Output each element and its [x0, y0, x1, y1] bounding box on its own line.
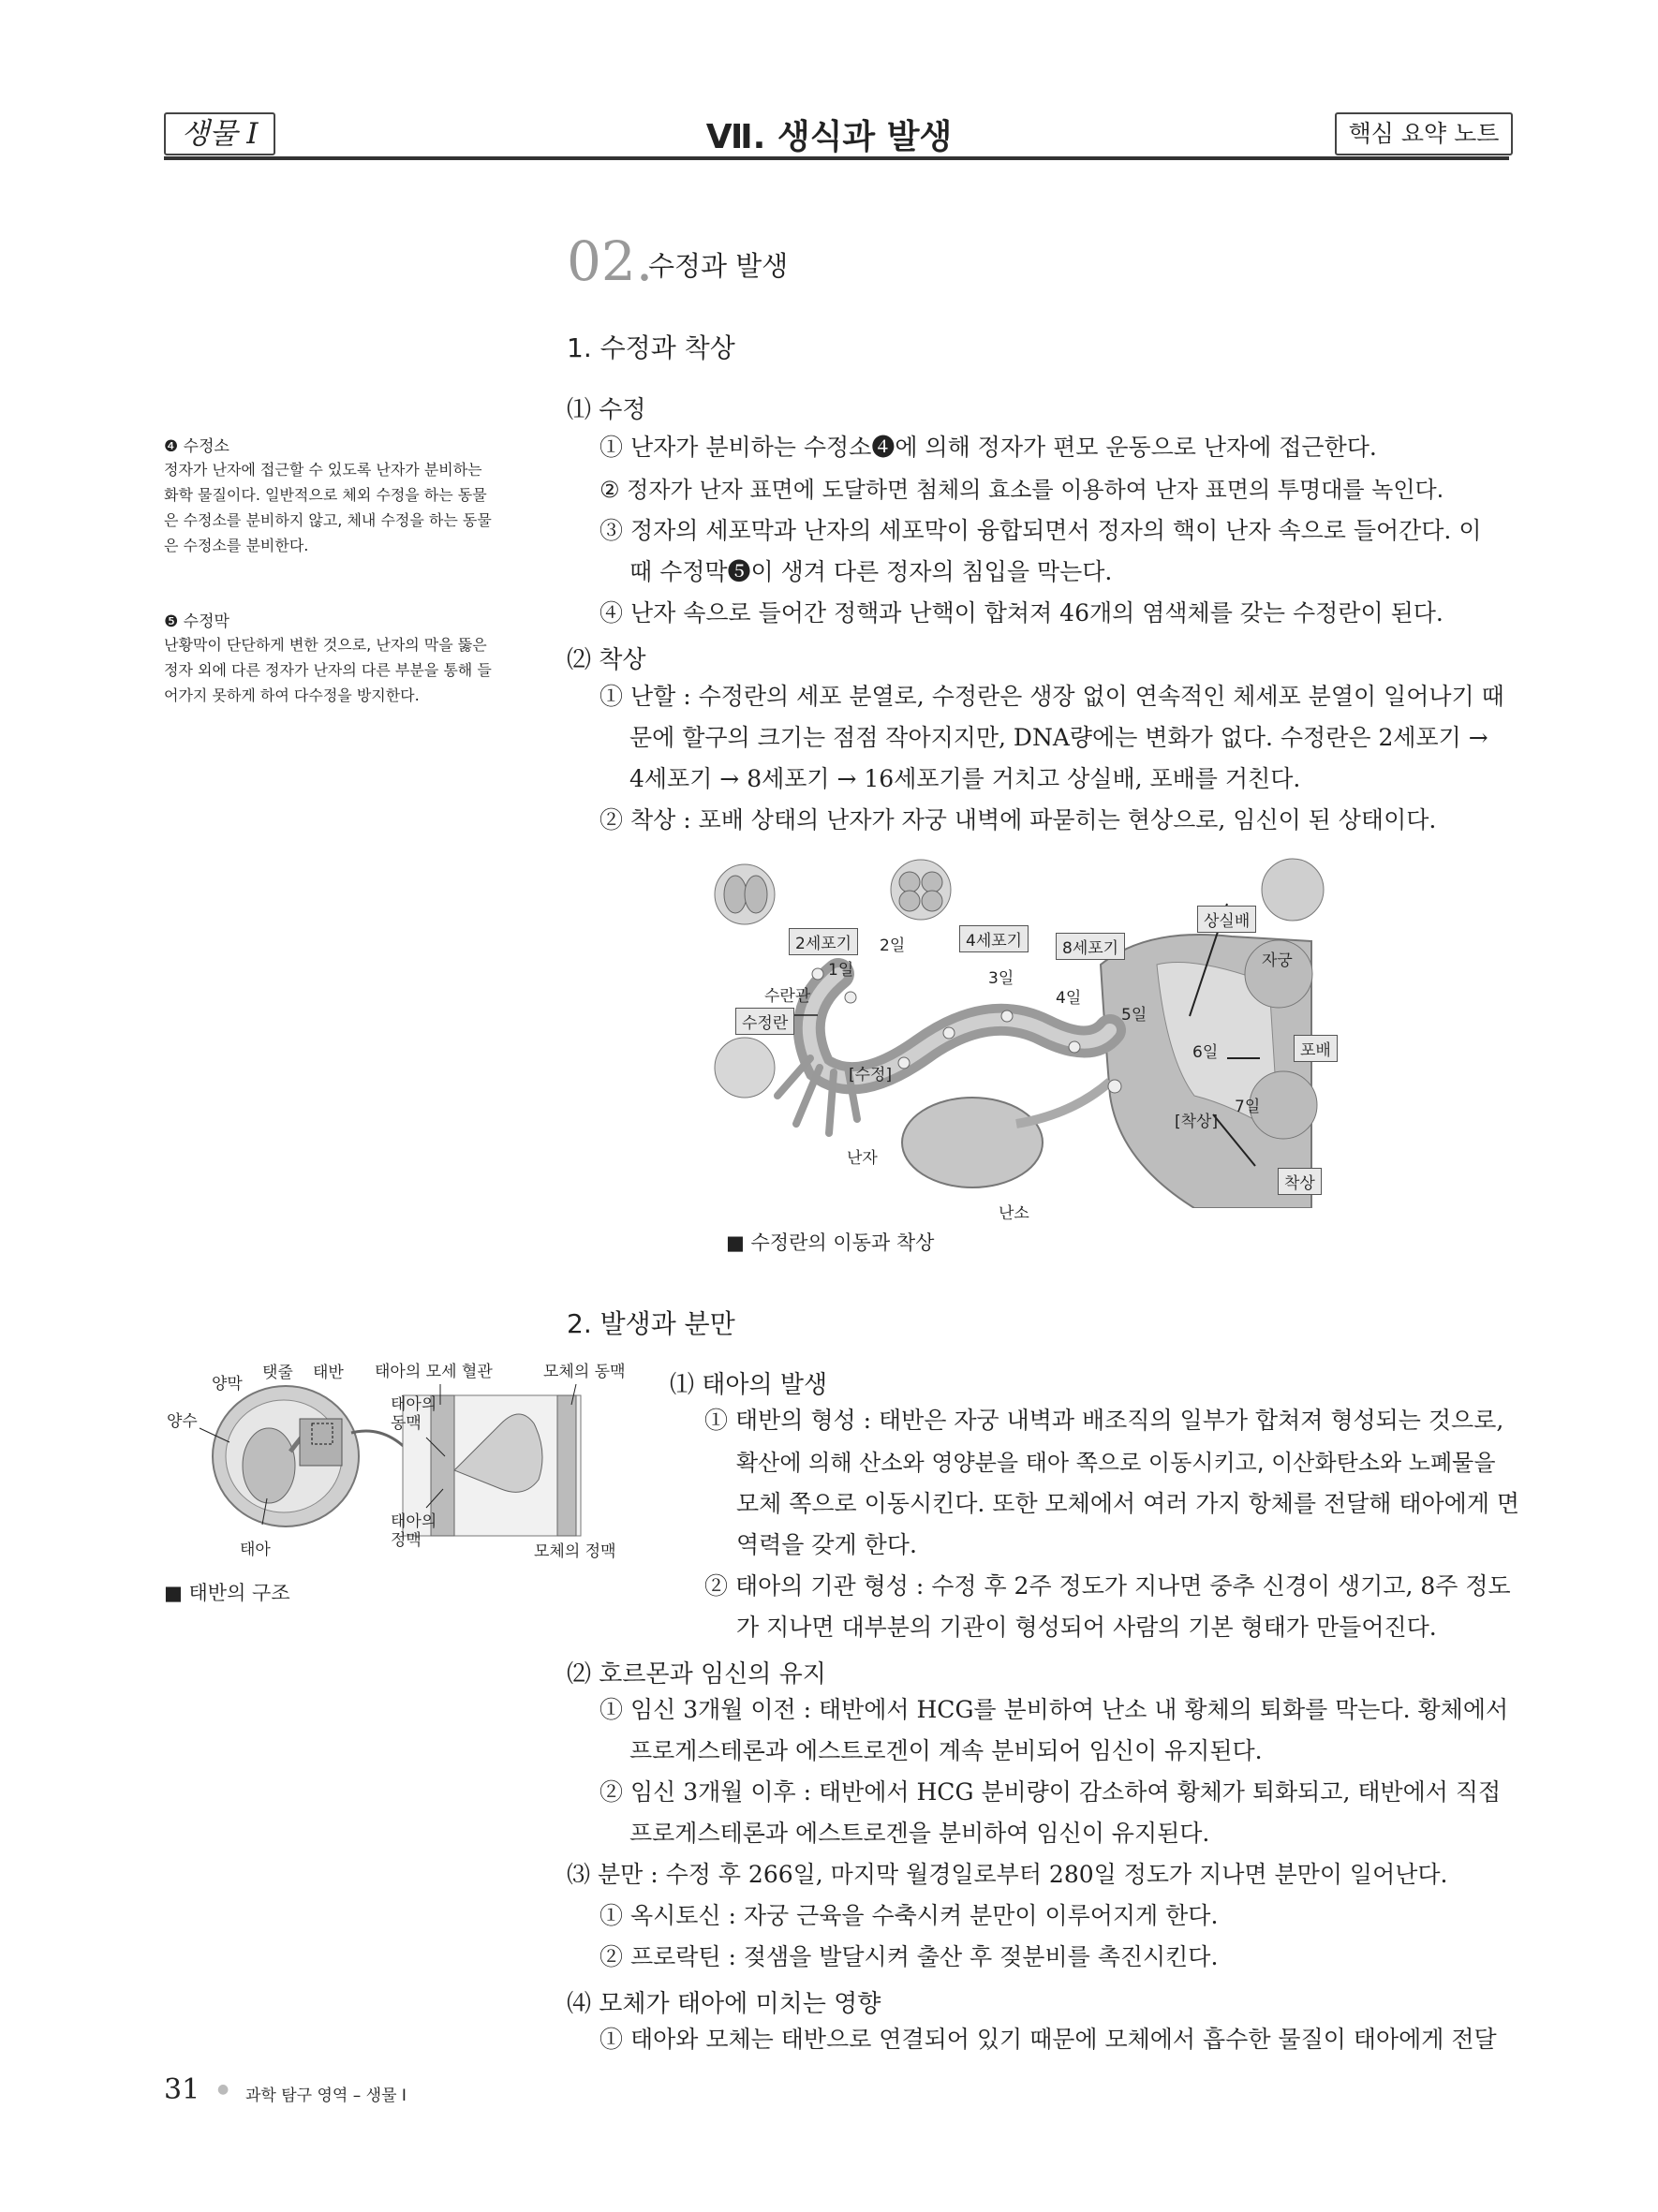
part1-title: 1. 수정과 착상 [567, 332, 735, 363]
part2-sub1-line: ② 태아의 기관 형성 : 수정 후 2주 정도가 지나면 중추 신경이 생기고, 8주 정도 [704, 1572, 1511, 1600]
label-day6: 6일 [1192, 1043, 1219, 1062]
label-day3: 3일 [988, 969, 1014, 988]
label-fertilization: [수정] [849, 1066, 893, 1084]
part1-sub1-line: ① 난자가 분비하는 수정소❹에 의해 정자가 편모 운동으로 난자에 접근한다. [600, 434, 1377, 461]
part2-sub1-line: 가 지나면 대부분의 기관이 형성되어 사람의 기본 형태가 만들어진다. [736, 1614, 1437, 1641]
section-title: 수정과 발생 [648, 250, 789, 282]
part2-sub2-title: ⑵ 호르몬과 임신의 유지 [567, 1660, 826, 1688]
label-cord: 탯줄 [262, 1364, 293, 1382]
label-implantation-bracket: [착상] [1175, 1113, 1219, 1131]
part1-sub1-line: 때 수정막❺이 생겨 다른 정자의 침입을 막는다. [629, 558, 1113, 585]
header-rule [164, 156, 1509, 160]
part1-sub1-line: ④ 난자 속으로 들어간 정핵과 난핵이 합쳐져 46개의 염색체를 갖는 수정란이 된다. [600, 599, 1443, 627]
figure2-caption: ■ 태반의 구조 [164, 1582, 290, 1604]
subject-tag: 생물 I [164, 112, 275, 155]
label-morula: 상실배 [1197, 906, 1256, 933]
page-number: 31 [164, 2073, 200, 2106]
part2-sub2-line: ① 임신 3개월 이전 : 태반에서 HCG를 분비하여 난소 내 황체의 퇴화를 막는다. 황체에서 [600, 1696, 1509, 1723]
label-zygote: 수정란 [735, 1008, 794, 1035]
label-fetal-vein: 태아의 정맥 [391, 1512, 437, 1550]
part2-sub1-line: 모체 쪽으로 이동시킨다. 또한 모체에서 여러 가지 항체를 전달해 태아에게 면 [736, 1490, 1520, 1517]
label-day7: 7일 [1235, 1098, 1261, 1116]
label-day2: 2일 [880, 936, 906, 955]
label-maternal-artery: 모체의 동맥 [543, 1363, 626, 1381]
figure1-caption: ■ 수정란의 이동과 착상 [726, 1231, 935, 1254]
label-8cell: 8세포기 [1056, 933, 1125, 960]
part2-sub1-line: 역력을 갖게 한다. [736, 1531, 917, 1558]
note5-title: ❺ 수정막 [164, 612, 229, 631]
part1-sub1-line: ② 정자가 난자 표면에 도달하면 첨체의 효소를 이용하여 난자 표면의 투명대를 녹인다. [600, 477, 1444, 503]
part1-sub1-line: ③ 정자의 세포막과 난자의 세포막이 융합되면서 정자의 핵이 난자 속으로 들어간다. 이 [600, 517, 1482, 544]
part1-sub2-line: 4세포기 → 8세포기 → 16세포기를 거치고 상실배, 포배를 거친다. [629, 765, 1301, 792]
label-day4: 4일 [1056, 989, 1082, 1008]
label-blastocyst: 포배 [1294, 1035, 1338, 1062]
part2-sub4-line: ① 태아와 모체는 태반으로 연결되어 있기 때문에 모체에서 흡수한 물질이 태아에게 전달 [600, 2026, 1497, 2053]
note4-title: ❹ 수정소 [164, 437, 229, 456]
label-placenta: 태반 [313, 1364, 344, 1382]
part2-sub3-line: ② 프로락틴 : 젖샘을 발달시켜 출산 후 젖분비를 촉진시킨다. [600, 1943, 1219, 1970]
label-4cell: 4세포기 [959, 925, 1029, 952]
part2-sub2-line: ② 임신 3개월 이후 : 태반에서 HCG 분비량이 감소하여 황체가 퇴화되고, 태반에서 직접 [600, 1778, 1502, 1806]
part1-sub2-line: 문에 할구의 크기는 점점 작아지지만, DNA량에는 변화가 없다. 수정란은 2세포기 → [629, 724, 1488, 751]
label-day1: 1일 [828, 961, 854, 980]
label-fetus: 태아 [240, 1541, 271, 1559]
part2-sub4-title: ⑷ 모체가 태아에 미치는 영향 [567, 1990, 881, 2018]
part1-sub2-line: ① 난할 : 수정란의 세포 분열로, 수정란은 생장 없이 연속적인 체세포 분열이 일어나기 때 [600, 683, 1504, 710]
label-ovary: 난소 [999, 1204, 1029, 1223]
part2-sub1-title: ⑴ 태아의 발생 [670, 1371, 828, 1399]
part2-title: 2. 발생과 분만 [567, 1308, 735, 1339]
label-fetal-artery: 태아의 동맥 [391, 1395, 437, 1433]
part2-sub1-line: ① 태반의 형성 : 태반은 자궁 내벽과 배조직의 일부가 합쳐져 형성되는 것으로, [704, 1407, 1504, 1434]
note4-body: 정자가 난자에 접근할 수 있도록 난자가 분비하는 화학 물질이다. 일반적으로 체외 수정을 하는 동물은 수정소를 분비하지 않고, 체내 수정을 하는 동물은 수정소를 분비한다. [164, 461, 492, 554]
label-amnion: 양막 [212, 1375, 243, 1394]
part1-sub2-line: ② 착상 : 포배 상태의 난자가 자궁 내벽에 파묻히는 현상으로, 임신이 된 상태이다. [600, 806, 1437, 833]
chapter-title: Ⅶ. 생식과 발생 [705, 118, 953, 156]
label-egg: 난자 [847, 1149, 878, 1168]
label-fetal-capillary: 태아의 모세 혈관 [375, 1363, 493, 1381]
part1-sub1-title: ⑴ 수정 [567, 396, 646, 424]
footer-dot: ● [217, 2082, 229, 2097]
note5-body: 난황막이 단단하게 변한 것으로, 난자의 막을 뚫은 정자 외에 다른 정자가 난자의 다른 부분을 통해 들어가지 못하게 하여 다수정을 방지한다. [164, 636, 492, 704]
part2-sub2-line: 프로게스테론과 에스트로겐을 분비하여 임신이 유지된다. [629, 1820, 1210, 1847]
label-2cell: 2세포기 [789, 928, 858, 955]
label-implantation: 착상 [1278, 1168, 1322, 1195]
part2-sub3-line: ① 옥시토신 : 자궁 근육을 수축시켜 분만이 이루어지게 한다. [600, 1902, 1219, 1929]
label-day5: 5일 [1121, 1006, 1147, 1025]
label-maternal-vein: 모체의 정맥 [534, 1542, 616, 1561]
section-number: 02. [567, 229, 654, 293]
label-amniotic-fluid: 양수 [167, 1412, 198, 1431]
part1-sub2-title: ⑵ 착상 [567, 646, 646, 674]
part2-sub1-line: 확산에 의해 산소와 영양분을 태아 쪽으로 이동시키고, 이산화탄소와 노폐물을 [736, 1450, 1496, 1476]
label-oviduct: 수란관 [764, 987, 811, 1006]
part2-sub2-line: 프로게스테론과 에스트로겐이 계속 분비되어 임신이 유지된다. [629, 1737, 1263, 1764]
label-uterus: 자궁 [1262, 951, 1293, 970]
part2-sub3-title: ⑶ 분만 : 수정 후 266일, 마지막 월경일로부터 280일 정도가 지나면 분만이 일어난다. [567, 1861, 1448, 1888]
footer-text: 과학 탐구 영역 – 생물 I [245, 2087, 407, 2105]
summary-note-tag: 핵심 요약 노트 [1335, 112, 1513, 155]
